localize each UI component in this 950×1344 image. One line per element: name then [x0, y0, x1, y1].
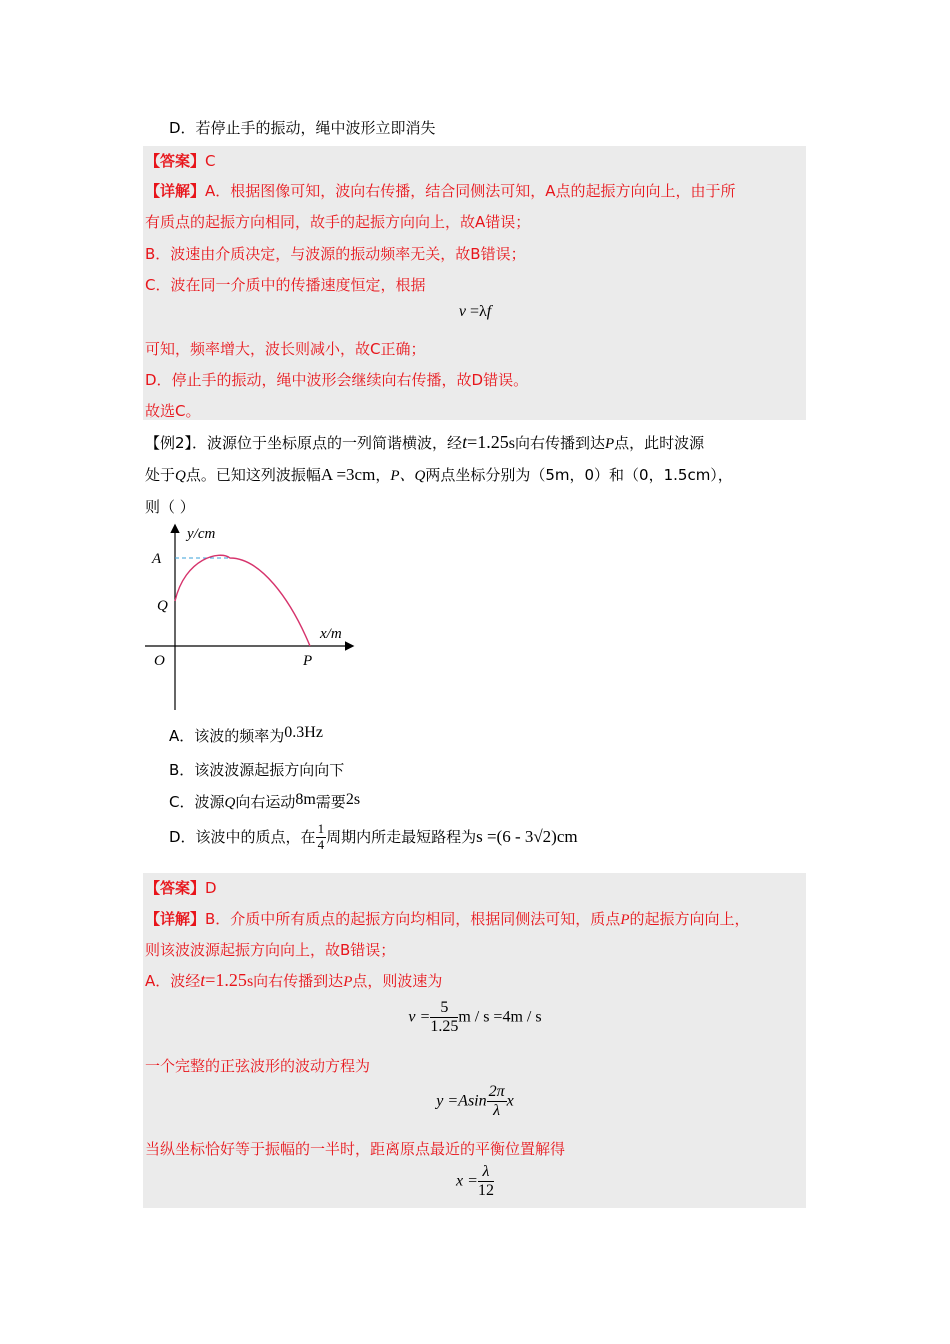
example2-p-label: P	[604, 436, 615, 452]
example2-stem-part3: 点，此时波源	[614, 434, 705, 452]
wave-eq-intro: 一个完整的正弦波形的波动方程为	[145, 1057, 371, 1075]
option-d-text1: D．该波中的质点，在	[169, 827, 316, 846]
answer1-conclusion: 故选C。	[145, 402, 201, 420]
x-den: 12	[477, 1182, 494, 1200]
option-c-time: 2s	[345, 791, 361, 808]
option-d-frac-num: 1	[317, 821, 325, 836]
answer2-a-line-part2: 向右传播到达	[253, 972, 344, 990]
answer1-line	[145, 150, 216, 171]
answer2-b-line1	[145, 908, 750, 929]
answer1-detail-a1	[145, 180, 736, 201]
answer1-c-line: C．波在同一介质中的传播速度恒定，根据	[145, 276, 426, 294]
answer2-b-line1-a: B．介质中所有质点的起振方向均相同，根据同侧法可知，质点	[205, 910, 621, 928]
y-axis-label: y/cm	[187, 526, 216, 542]
answer1-detail-tag: 【详解】	[145, 182, 206, 200]
x-fraction	[478, 1163, 494, 1201]
option-a	[169, 725, 323, 746]
example2-line2-part2: 点。已知这列波振幅	[185, 466, 321, 484]
example2-t-unit: s	[508, 435, 515, 452]
answer2-a-line	[145, 970, 442, 991]
answer2-a-t: t	[200, 970, 206, 990]
q-label: Q	[157, 598, 168, 614]
answer1-formula	[440, 303, 510, 321]
option-c-text1: C．波源	[169, 793, 225, 811]
answer2-value: D	[205, 879, 217, 897]
answer2-b-line2: 则该波波源起振方向向上，故B错误；	[145, 941, 396, 959]
answer1-a-line1: A．根据图像可知，波向右传播，结合同侧法可知，A点的起振方向向上，由于所	[205, 182, 736, 200]
option-c-dist: 8m	[295, 791, 316, 808]
example2-line2	[145, 464, 733, 485]
formula-eq: =λ	[469, 303, 487, 320]
wave-lhs: y =Asin	[436, 1092, 487, 1110]
option-d-text2: 周期内所走最短路程为	[326, 827, 477, 846]
answer1-d-line: D．停止手的振动，绳中波形会继续向右传播，故D错误。	[145, 371, 529, 389]
example2-t-value: =1.25	[467, 432, 509, 452]
option-a-value: 0.3Hz	[284, 724, 323, 741]
wave-den: λ	[493, 1102, 501, 1120]
example2-q-label: Q	[175, 468, 186, 484]
answer2-line	[145, 877, 217, 898]
formula-f: f	[486, 303, 492, 320]
example2-stem-part1: ．波源位于坐标原点的一列简谐横波，经	[192, 434, 463, 452]
option-d-frac-den: 4	[317, 836, 325, 852]
answer1-a-line2: 有质点的起振方向相同，故手的起振方向向上，故A错误；	[145, 213, 531, 231]
option-c-q: Q	[224, 795, 236, 811]
formula-v: v	[458, 303, 466, 320]
example2-pq-labels: P、Q	[390, 468, 426, 484]
velocity-formula	[360, 999, 590, 1037]
p-label: P	[303, 653, 313, 669]
example2-tag: 【例2】	[145, 434, 193, 452]
answer2-a-t-value: =1.25	[205, 970, 247, 990]
prev-option-d: D．若停止手的振动，绳中波形立即消失	[169, 119, 436, 137]
example2-line3: 则（ ）	[145, 498, 195, 516]
answer1-b-line: B．波速由介质决定，与波源的振动频率无关，故B错误；	[145, 245, 526, 263]
example2-line2-part4: 两点坐标分别为（5m，0）和（0，1.5cm），	[425, 466, 733, 484]
answer1-value: C	[205, 152, 216, 170]
option-c-text3: 需要	[315, 793, 346, 811]
answer1-tag: 【答案】	[145, 152, 206, 170]
answer2-a-t-unit: s	[246, 973, 254, 990]
answer2-a-line-part3: 点，则波速为	[352, 972, 443, 990]
velocity-den: 1.25	[430, 1018, 459, 1036]
option-c-text2: 向右运动	[235, 793, 296, 811]
option-d-formula: s =(6 - 3√2)cm	[476, 826, 578, 846]
answer2-b-line1-p: P	[620, 912, 630, 928]
example2-line2-part3: ，	[375, 466, 391, 484]
answer2-a-line-part1: A．波经	[145, 972, 201, 990]
wave-fraction	[487, 1083, 507, 1121]
x-formula	[420, 1163, 530, 1201]
velocity-lhs: v =	[408, 1008, 431, 1026]
answer1-c-line2: 可知，频率增大，波长则减小，故C正确；	[145, 340, 426, 358]
example2-amp-formula: A =3cm	[320, 465, 376, 484]
wave-graph	[140, 518, 370, 713]
answer2-detail-tag: 【详解】	[145, 910, 206, 928]
option-d-fraction	[316, 822, 327, 853]
answer2-a-p: P	[343, 974, 353, 990]
wave-x: x	[506, 1092, 514, 1110]
example2-t-var: t	[462, 432, 468, 452]
velocity-num: 5	[430, 999, 458, 1018]
option-d	[169, 822, 578, 853]
example2-line1	[145, 432, 704, 453]
velocity-rhs: m / s =4m / s	[458, 1008, 542, 1026]
example2-stem-part2: 向右传播到达	[514, 434, 605, 452]
option-b: B．该波波源起振方向向下	[169, 761, 345, 779]
answer2-tag: 【答案】	[145, 879, 206, 897]
x-num: λ	[478, 1163, 494, 1182]
wave-equation	[380, 1083, 570, 1121]
answer2-b-line1-b: 的起振方向向上，	[629, 910, 750, 928]
wave-num: 2π	[487, 1083, 507, 1102]
x-lhs: x =	[456, 1172, 478, 1190]
example2-line2-part1: 处于	[145, 466, 176, 484]
option-c	[169, 791, 360, 812]
origin-label: O	[154, 653, 165, 669]
option-a-text: A．该波的频率为	[169, 727, 285, 745]
x-axis-label: x/m	[320, 626, 342, 642]
velocity-fraction	[430, 999, 458, 1037]
half-amp-text: 当纵坐标恰好等于振幅的一半时，距离原点最近的平衡位置解得	[145, 1140, 566, 1158]
a-label: A	[152, 551, 162, 567]
wave-curve	[175, 555, 310, 646]
